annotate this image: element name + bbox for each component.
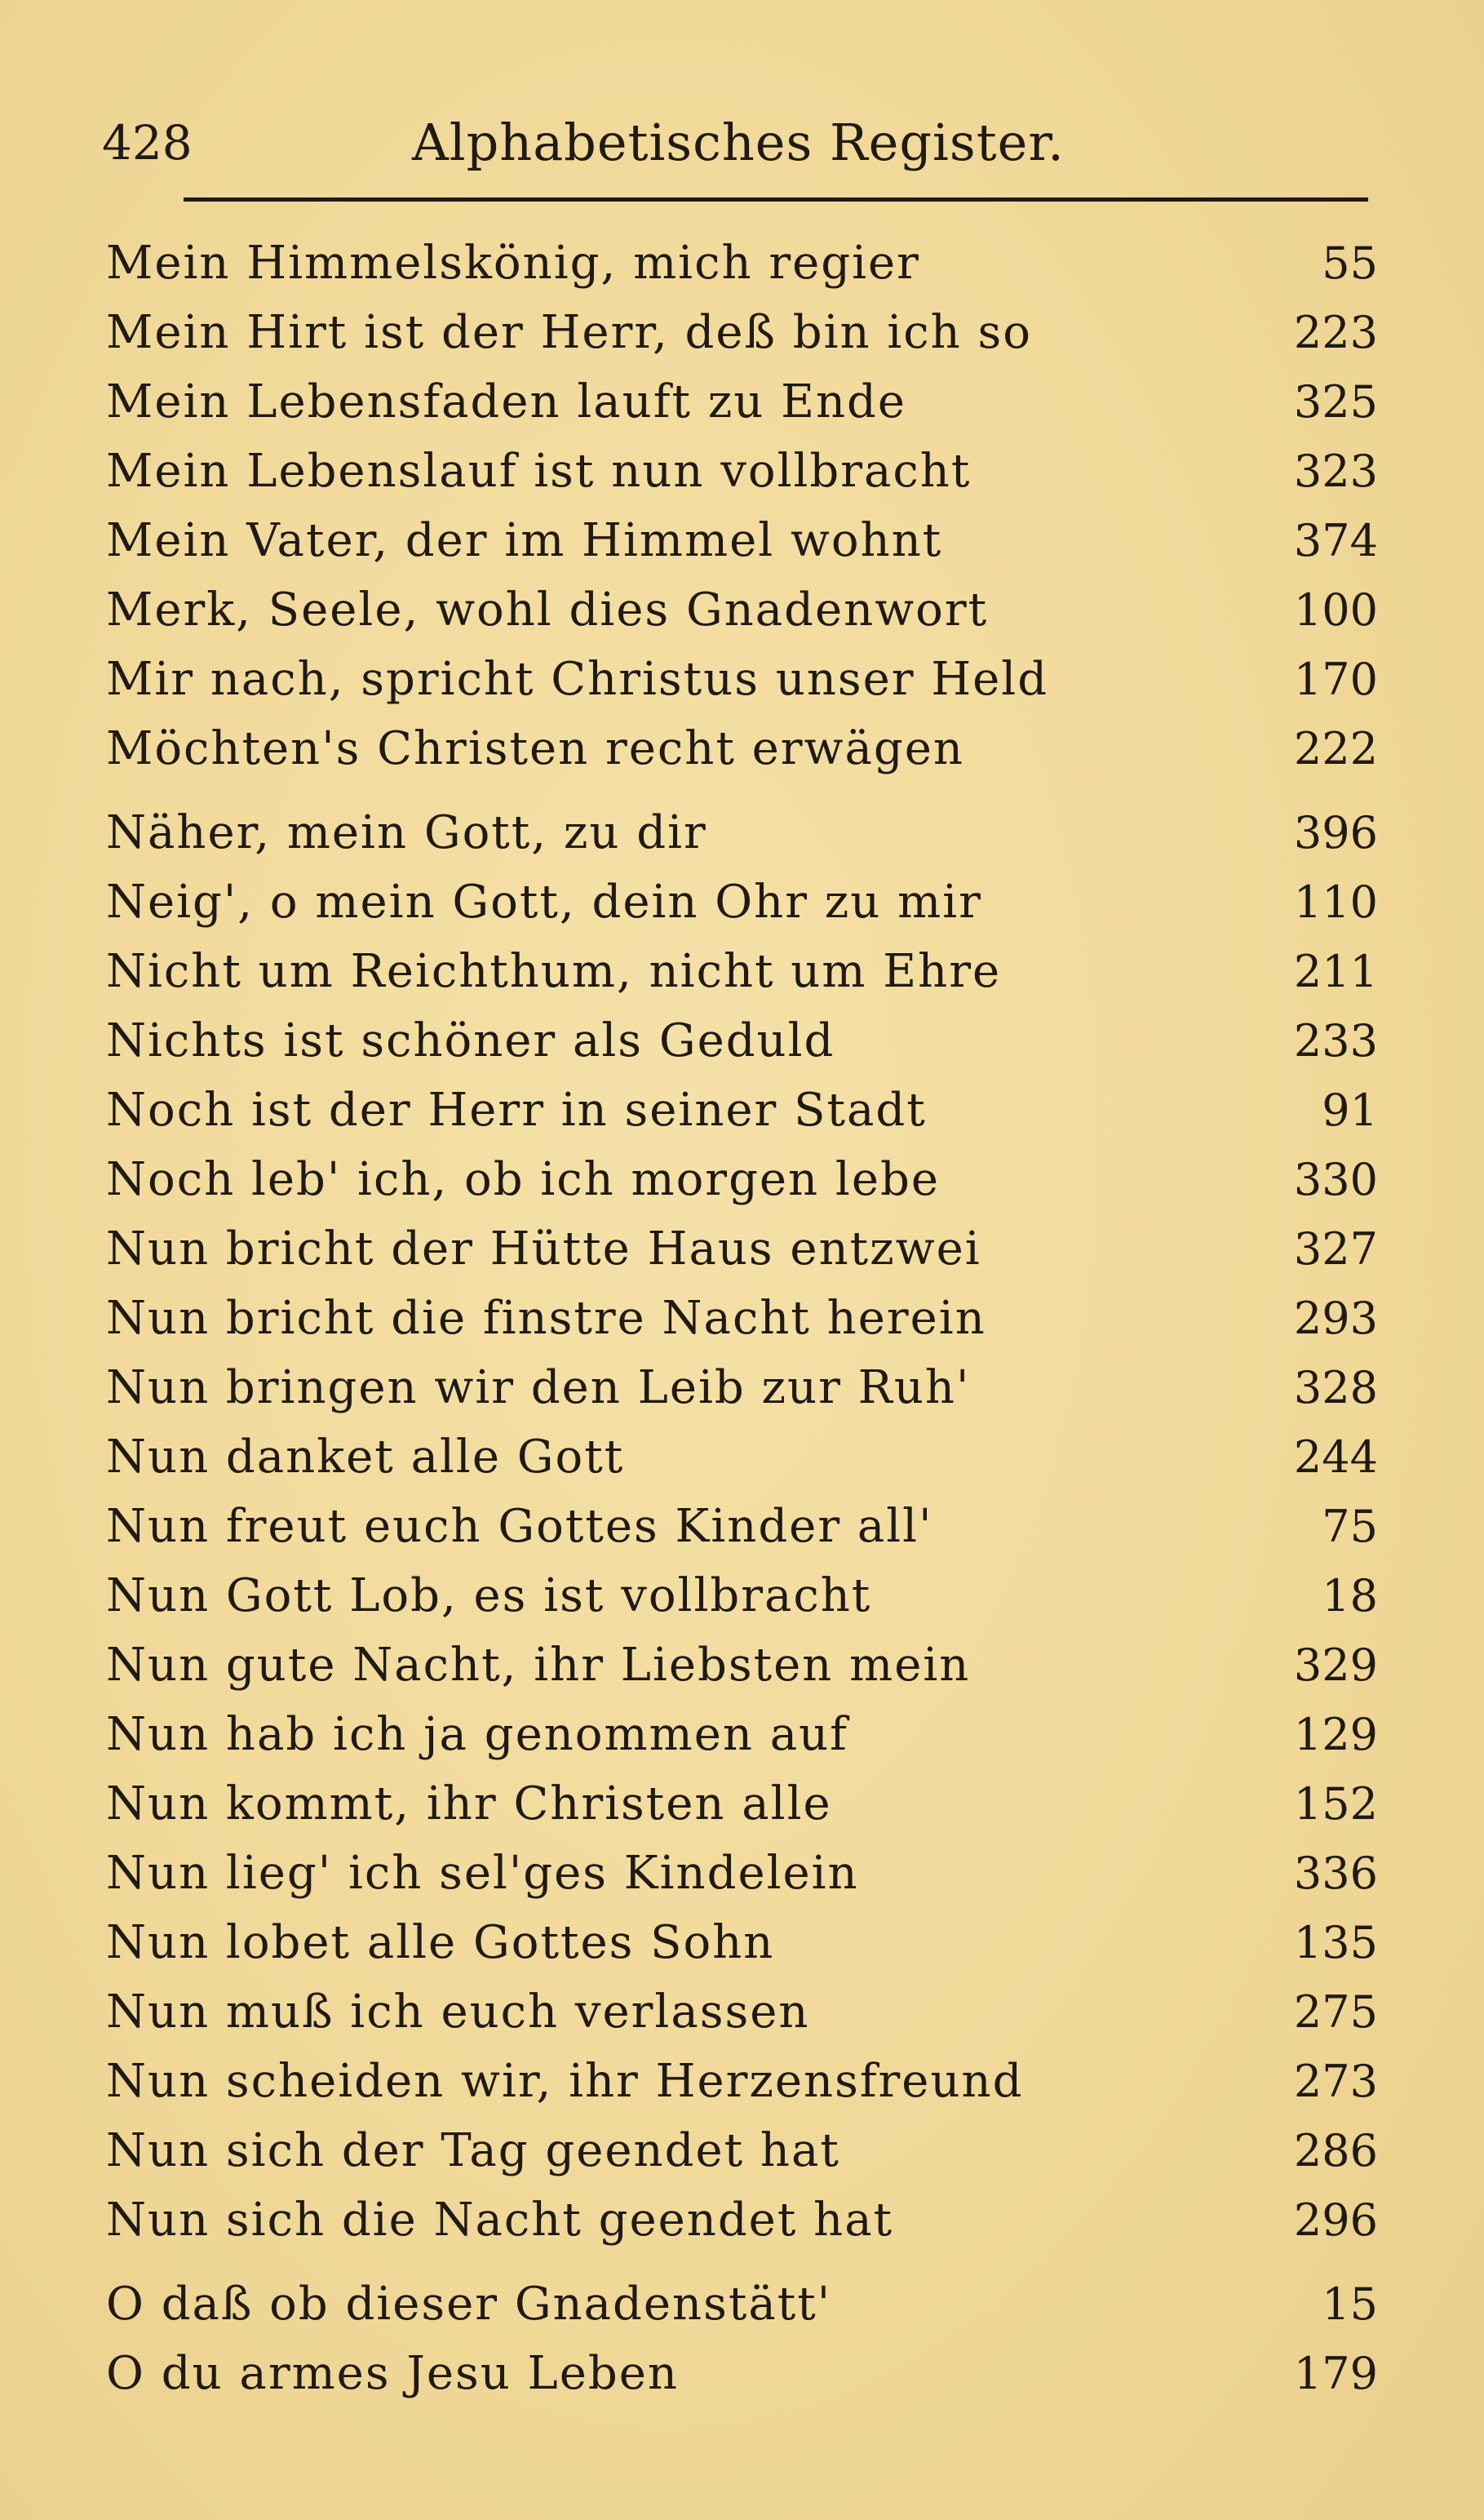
register-entry [0, 367, 1484, 437]
hymn-number: 233 [1293, 1015, 1378, 1067]
hymn-number: 75 [1322, 1501, 1378, 1552]
header-rule [184, 197, 1368, 202]
letter-group [0, 798, 1484, 2255]
register-list [0, 228, 1484, 2408]
hymn-title: Nun bringen wir den Leib zur Ruh' [106, 1361, 971, 1414]
hymn-title: Mein Vater, der im Himmel wohnt [106, 514, 943, 567]
hymn-number: 328 [1293, 1362, 1378, 1413]
register-entry [0, 1006, 1484, 1076]
register-entry [0, 1908, 1484, 1977]
hymn-number: 286 [1293, 2125, 1378, 2176]
register-entry [0, 937, 1484, 1006]
register-entry [0, 1284, 1484, 1353]
hymn-number: 374 [1293, 515, 1378, 566]
hymn-number: 325 [1293, 376, 1378, 428]
register-entry [0, 2185, 1484, 2255]
hymn-title: Nun bricht die finstre Nacht herein [106, 1292, 986, 1345]
running-title: Alphabetisches Register. [412, 113, 1065, 172]
register-entry [0, 437, 1484, 506]
hymn-title: Nun kommt, ihr Christen alle [106, 1777, 832, 1830]
register-entry [0, 228, 1484, 298]
hymn-title: Nun lobet alle Gottes Sohn [106, 1916, 775, 1969]
register-entry [0, 798, 1484, 867]
hymn-number: 330 [1293, 1154, 1378, 1205]
hymn-title: Noch leb' ich, ob ich morgen lebe [106, 1153, 940, 1206]
hymn-title: Näher, mein Gott, zu dir [106, 806, 707, 859]
hymn-title: Nun gute Nacht, ihr Liebsten mein [106, 1639, 971, 1692]
hymn-number: 273 [1293, 2056, 1378, 2107]
register-entry [0, 1700, 1484, 1769]
register-entry [0, 298, 1484, 367]
hymn-title: Mein Lebenslauf ist nun vollbracht [106, 445, 972, 498]
hymn-number: 396 [1293, 807, 1378, 858]
hymn-number: 211 [1293, 946, 1378, 997]
hymn-title: Nun freut euch Gottes Kinder all' [106, 1500, 933, 1553]
hymn-number: 296 [1293, 2194, 1378, 2246]
hymn-number: 336 [1293, 1848, 1378, 1899]
hymn-number: 135 [1293, 1917, 1378, 1968]
hymn-title: O du armes Jesu Leben [106, 2347, 679, 2400]
hymn-number: 15 [1322, 2278, 1378, 2330]
hymn-title: Nun lieg' ich sel'ges Kindelein [106, 1847, 859, 1900]
page-header [102, 110, 1371, 175]
hymn-title: Nun scheiden wir, ihr Herzensfreund [106, 2055, 1024, 2108]
hymn-number: 100 [1293, 584, 1378, 636]
hymn-title: Mein Hirt ist der Herr, deß bin ich so [106, 306, 1032, 359]
hymn-title: Neig', o mein Gott, dein Ohr zu mir [106, 876, 982, 929]
hymn-title: Mein Himmelskönig, mich regier [106, 237, 920, 290]
hymn-title: Nun Gott Lob, es ist vollbracht [106, 1569, 872, 1622]
hymn-number: 91 [1322, 1085, 1378, 1136]
register-entry [0, 714, 1484, 783]
letter-group [0, 2269, 1484, 2408]
register-entry [0, 2116, 1484, 2185]
hymn-number: 129 [1293, 1709, 1378, 1760]
hymn-title: Nichts ist schöner als Geduld [106, 1014, 835, 1067]
register-entry [0, 645, 1484, 714]
register-entry [0, 1422, 1484, 1492]
register-entry [0, 2339, 1484, 2408]
page-number: 428 [102, 115, 193, 171]
register-entry [0, 867, 1484, 937]
register-entry [0, 1353, 1484, 1422]
hymn-title: Nun sich der Tag geendet hat [106, 2124, 840, 2177]
hymn-title: Mir nach, spricht Christus unser Held [106, 653, 1049, 706]
hymn-title: Nun hab ich ja genommen auf [106, 1708, 848, 1761]
register-entry [0, 506, 1484, 575]
hymn-title: Nicht um Reichthum, nicht um Ehre [106, 945, 1002, 998]
register-entry [0, 2047, 1484, 2116]
hymn-number: 222 [1293, 723, 1378, 774]
register-entry [0, 1977, 1484, 2047]
hymn-number: 170 [1293, 654, 1378, 705]
hymn-title: Mein Lebensfaden lauft zu Ende [106, 375, 907, 428]
hymn-number: 323 [1293, 446, 1378, 497]
register-entry [0, 1145, 1484, 1214]
hymn-number: 329 [1293, 1639, 1378, 1691]
hymn-number: 244 [1293, 1431, 1378, 1483]
register-entry [0, 1214, 1484, 1284]
register-entry [0, 1561, 1484, 1630]
register-entry [0, 575, 1484, 645]
hymn-number: 55 [1322, 237, 1378, 289]
hymn-title: Nun danket alle Gott [106, 1431, 625, 1484]
register-entry [0, 1630, 1484, 1700]
register-entry [0, 1839, 1484, 1908]
hymn-number: 275 [1293, 1986, 1378, 2038]
hymn-title: Nun bricht der Hütte Haus entzwei [106, 1222, 981, 1276]
hymn-number: 223 [1293, 307, 1378, 358]
letter-group [0, 228, 1484, 783]
hymn-title: Nun sich die Nacht geendet hat [106, 2194, 894, 2247]
hymn-number: 179 [1293, 2348, 1378, 2399]
hymn-number: 110 [1293, 876, 1378, 928]
hymn-title: Merk, Seele, wohl dies Gnadenwort [106, 583, 989, 637]
register-entry [0, 2269, 1484, 2339]
hymn-title: Noch ist der Herr in seiner Stadt [106, 1084, 927, 1137]
register-entry [0, 1076, 1484, 1145]
hymn-number: 327 [1293, 1223, 1378, 1275]
register-entry [0, 1769, 1484, 1839]
register-entry [0, 1492, 1484, 1561]
hymn-title: Möchten's Christen recht erwägen [106, 722, 964, 775]
hymn-title: O daß ob dieser Gnadenstätt' [106, 2278, 832, 2331]
hymn-number: 152 [1293, 1778, 1378, 1830]
hymn-number: 293 [1293, 1293, 1378, 1344]
hymn-number: 18 [1322, 1570, 1378, 1622]
hymn-title: Nun muß ich euch verlassen [106, 1985, 810, 2039]
